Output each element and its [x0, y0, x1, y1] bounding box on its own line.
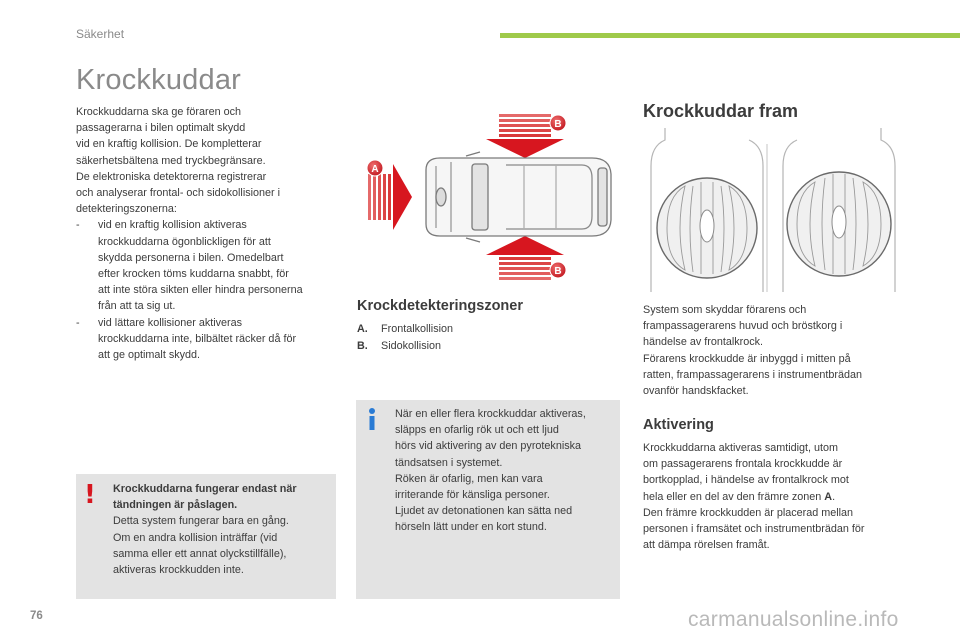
front-desc-line: Förarens krockkudde är inbyggd i mitten på — [643, 352, 851, 365]
detection-zone-diagram — [356, 108, 618, 288]
watermark: carmanualsonline.info — [688, 608, 899, 631]
zone-line-prefix: hela eller en del av den främre zonen — [643, 490, 825, 503]
passenger-airbag — [787, 172, 891, 276]
activation-line: Den främre krockkudden är placerad mellan — [643, 506, 854, 519]
bullet-line: vid lättare kollisioner aktiveras — [98, 316, 243, 329]
info-line: När en eller flera krockkuddar aktiveras, — [395, 408, 586, 420]
intro-line: De elektroniska detektorerna registrerar — [76, 170, 267, 183]
activation-zone-line — [643, 489, 905, 505]
info-line: hörs vid aktivering av den pyrotekniska — [395, 440, 582, 453]
activation-line: att dämpa rörelsen framåt. — [643, 539, 770, 552]
warning-line: Om en andra kollision inträffar (vid — [113, 531, 278, 544]
info-line: hörseln lätt under en kort stund. — [395, 521, 547, 534]
intro-line: och analyserar frontal- och sidokollisioner i — [76, 187, 281, 200]
page-title: Krockkuddar — [76, 64, 241, 96]
front-airbags-description — [643, 302, 903, 399]
page-number: 76 — [30, 610, 43, 622]
zone-b-label: B — [554, 119, 562, 130]
intro-line: Krockkuddarna ska ge föraren och — [76, 106, 242, 118]
bullet-line: krockkuddarna ögonblickligen för att — [98, 235, 271, 248]
bullet-line: vid en kraftig kollision aktiveras — [98, 219, 247, 232]
zone-a-label: A — [371, 164, 379, 175]
bullet-line: efter krocken töms kuddarna snabbt, för — [98, 268, 289, 281]
info-text — [395, 406, 617, 536]
zone-item — [357, 321, 453, 338]
warning-text — [113, 481, 331, 578]
warning-bold-line: Krockkuddarna fungerar endast när — [113, 483, 297, 495]
bullet-line: krockkuddarna inte, bilbältet räcker då för — [98, 332, 297, 345]
front-desc-line: ratten, frampassagerarens i instrumentbrädan — [643, 368, 863, 381]
zone-a-badge — [367, 160, 383, 176]
car-top-view — [426, 152, 611, 242]
zones-list — [357, 321, 453, 354]
zone-b-label: B — [554, 266, 562, 277]
zone-text: Sidokollision — [381, 339, 442, 352]
warning-bold-line: tändningen är påslagen. — [113, 499, 238, 512]
zone-b-badge-bottom — [550, 262, 566, 278]
zone-letter: A. — [357, 323, 368, 335]
activation-title: Aktivering — [643, 417, 714, 433]
info-line: Ljudet av detonationen kan sätta ned — [395, 505, 573, 518]
warning-line: Detta system fungerar bara en gång. — [113, 515, 289, 528]
bullet-dash: - — [76, 219, 80, 232]
info-line: irriterande för känsliga personer. — [395, 489, 550, 502]
front-airbags-title: Krockkuddar fram — [643, 101, 799, 121]
intro-line: detekteringszonerna: — [76, 203, 177, 216]
driver-airbag — [657, 178, 757, 278]
intro-line: vid en kraftig kollision. De kompletterar — [76, 138, 262, 151]
bullet-line: skydda personerna i bilen. Omedelbart — [98, 251, 284, 264]
bullet-line: att ge optimalt skydd. — [98, 349, 201, 362]
header-accent-bar — [500, 33, 960, 38]
activation-line: personen i framsätet och instrumentbrädan för — [643, 523, 865, 536]
activation-line: om passagerarens frontala krockkudde är — [643, 458, 843, 471]
zone-letter: B. — [357, 339, 368, 352]
front-airbags-illustration — [645, 126, 901, 296]
intro-text — [76, 104, 338, 363]
info-line: tändsatsen i systemet. — [395, 456, 503, 469]
info-icon — [366, 407, 378, 431]
intro-bullet — [76, 217, 338, 314]
activation-line: bortkopplad, i händelse av frontalkrock mot — [643, 474, 849, 487]
intro-line: passagerarna i bilen optimalt skydd — [76, 122, 246, 135]
bullet-line: att inte störa sikten eller hindra personerna — [98, 284, 303, 297]
front-desc-line: ovanför handskfacket. — [643, 385, 749, 398]
bullet-line: från att ta sig ut. — [98, 300, 176, 313]
info-line: Röken är ofarlig, men kan vara — [395, 472, 543, 485]
zone-text: Frontalkollision — [381, 323, 454, 335]
zone-line-suffix: . — [832, 490, 836, 503]
intro-line: säkerhetsbältena med tryckbegränsare. — [76, 154, 266, 167]
info-line: släpps en ofarlig rök ut och ett ljud — [395, 424, 559, 437]
front-desc-line: frampassagerarens huvud och bröstkorg i — [643, 320, 843, 333]
zones-title: Krockdetekteringszoner — [357, 298, 523, 314]
warning-line: samma eller ett annat olyckstillfälle), — [113, 547, 287, 560]
activation-description — [643, 440, 905, 553]
intro-bullet — [76, 315, 338, 364]
front-desc-line: händelse av frontalkrock. — [643, 336, 764, 349]
warning-line: aktiveras krockkudden inte. — [113, 564, 244, 577]
zone-b-badge-top — [550, 115, 566, 131]
activation-line: Krockkuddarna aktiveras samtidigt, utom — [643, 442, 839, 454]
warning-box — [76, 474, 336, 599]
front-desc-line: System som skyddar förarens och — [643, 304, 807, 316]
info-box — [356, 400, 620, 599]
section-label: Säkerhet — [76, 27, 125, 41]
zone-item — [357, 338, 453, 355]
bullet-dash: - — [76, 316, 80, 329]
zone-letter-a: A — [824, 490, 833, 503]
exclamation-icon: ! — [84, 480, 96, 510]
